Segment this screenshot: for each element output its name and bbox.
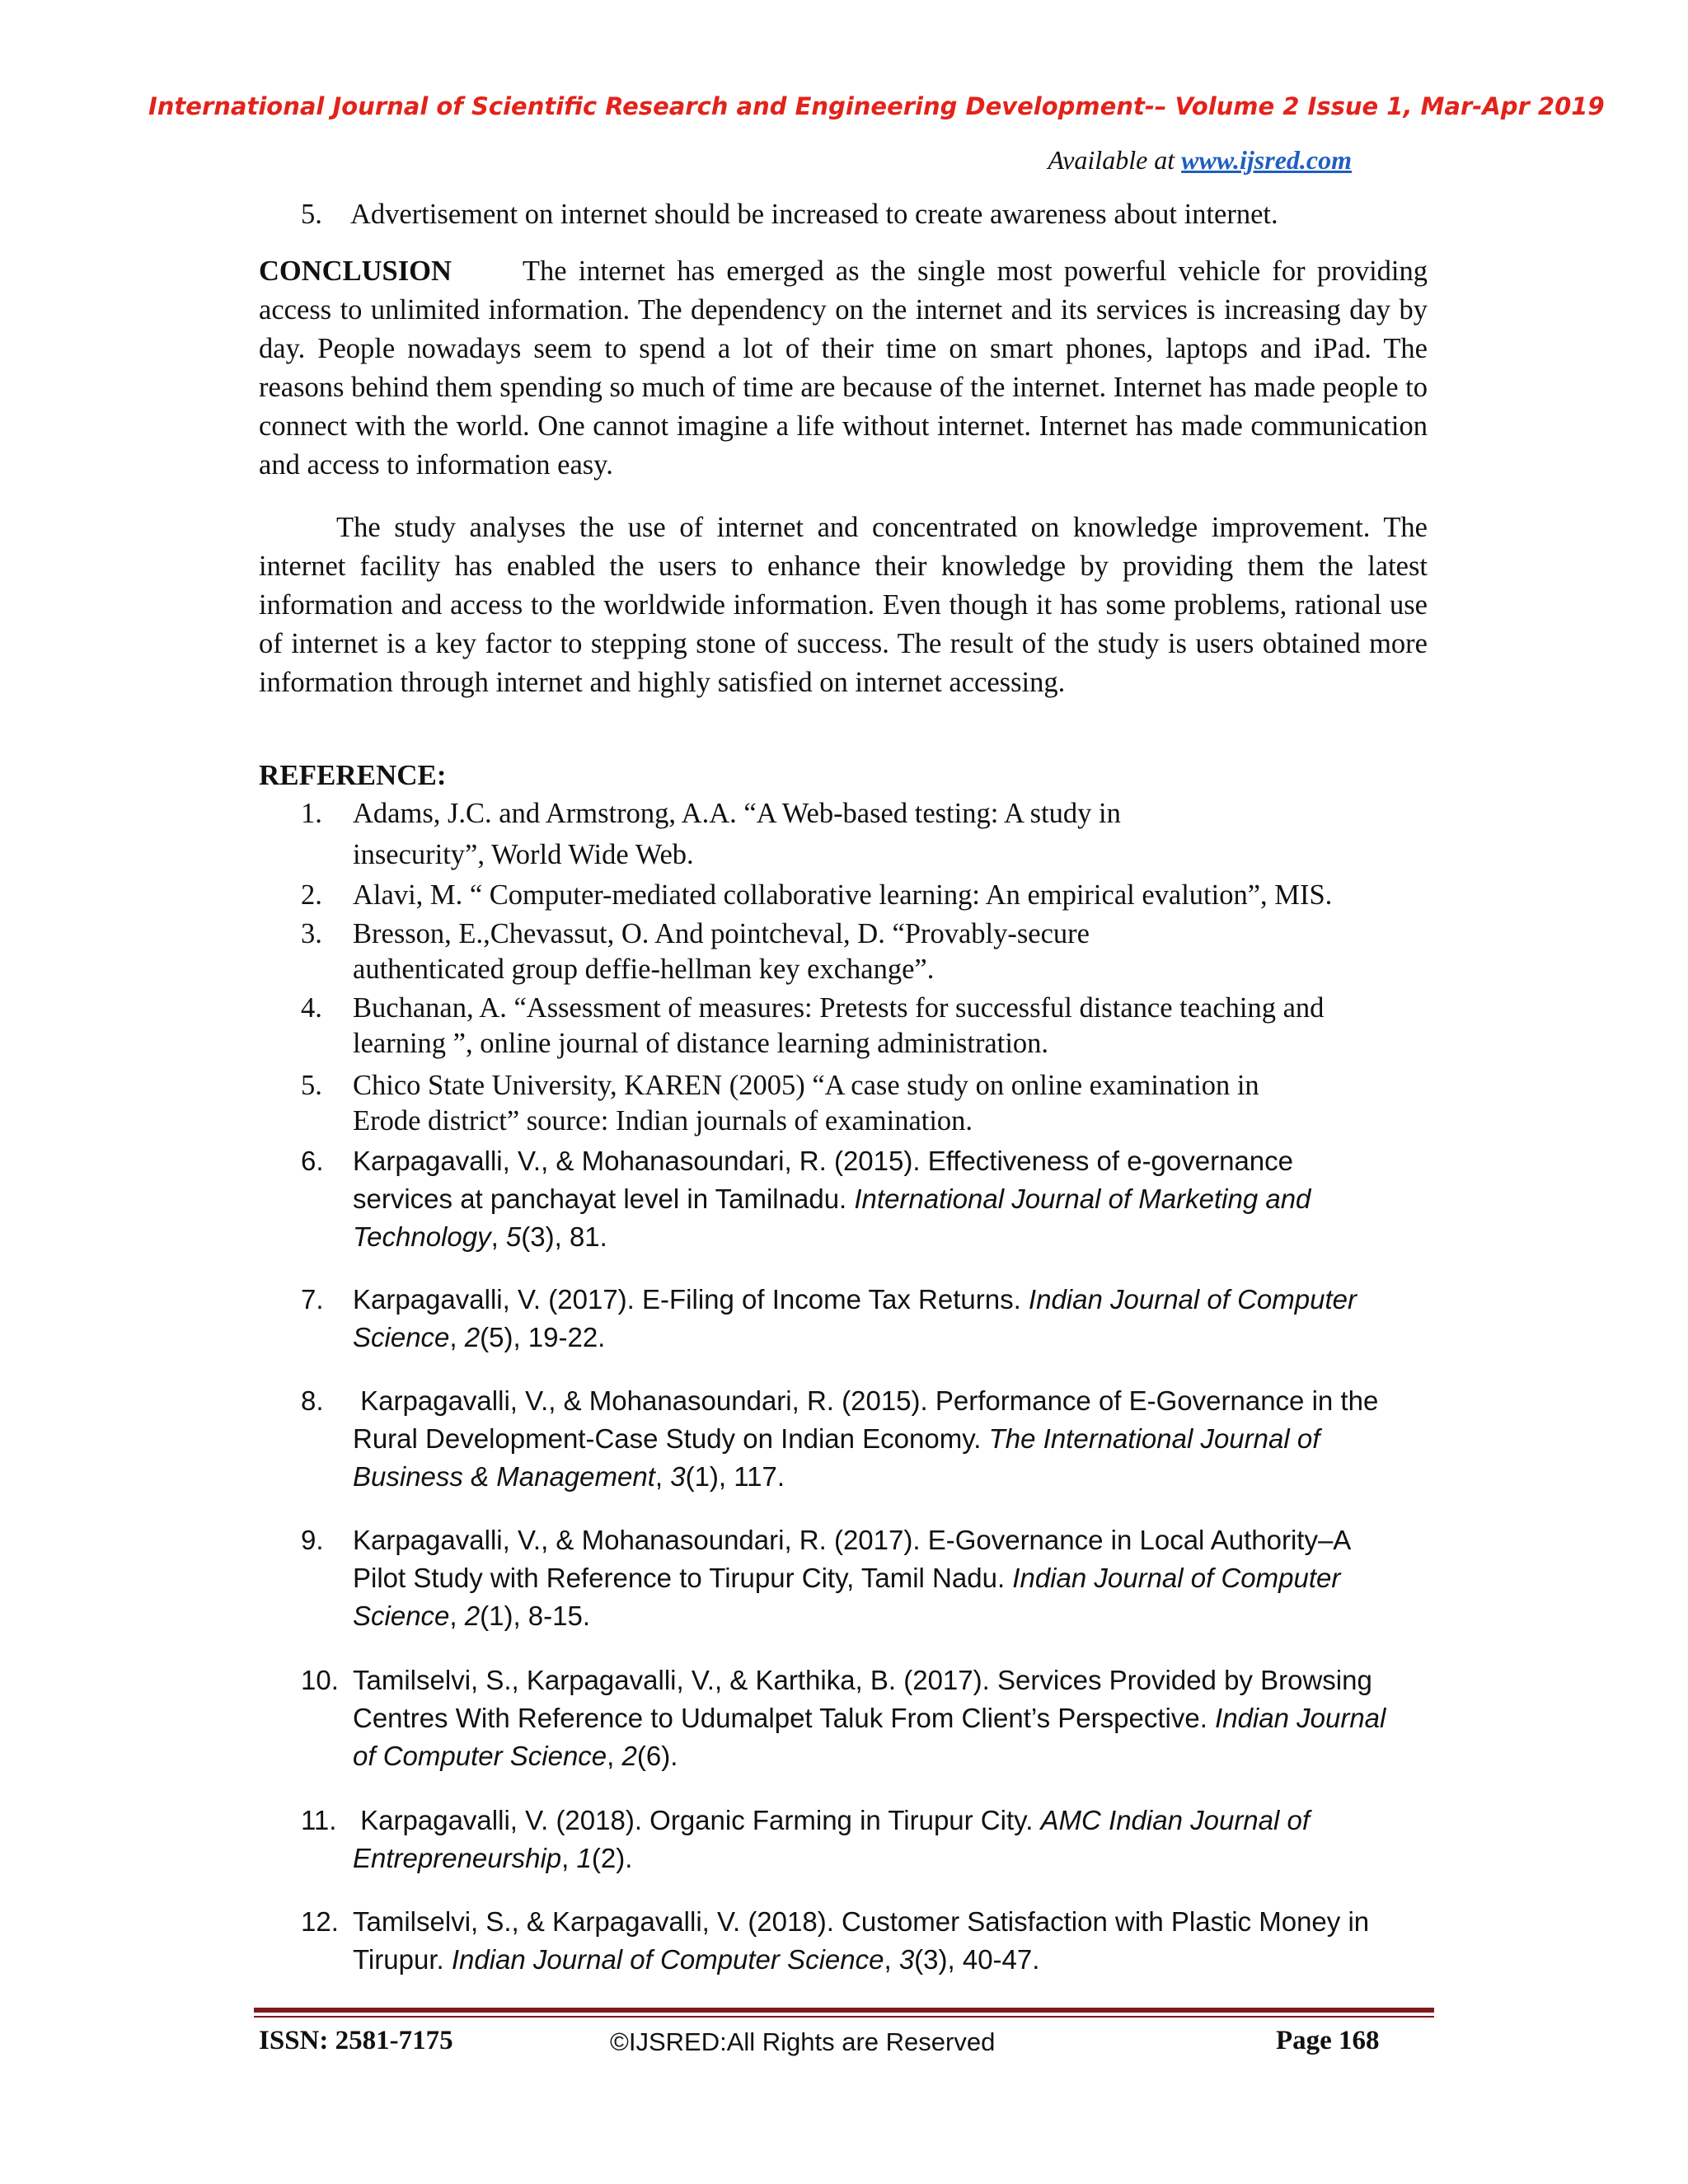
- reference-issue-pages: (5), 19-22.: [480, 1322, 606, 1352]
- reference-authors-title: Tamilselvi, S., & Karpagavalli, V. (2018). Customer Satisfaction with Plastic Money in Tirupur.: [353, 1906, 1370, 1975]
- reference-text: [353, 916, 1424, 987]
- reference-issue-pages: (1), 117.: [685, 1461, 785, 1492]
- reference-number: 5.: [301, 1070, 322, 1101]
- reference-text: [353, 794, 1424, 874]
- reference-text: [353, 1521, 1400, 1635]
- reference-text: [353, 991, 1424, 1062]
- reference-issue-pages: (3), 40-47.: [914, 1944, 1040, 1975]
- reference-separator: ,: [490, 1221, 506, 1252]
- reference-number: 10.: [301, 1665, 339, 1695]
- reference-volume: 2: [464, 1322, 481, 1352]
- reference-journal: The International Journal of Business & Management: [353, 1423, 1328, 1492]
- reference-text: Alavi, M. “ Computer-mediated collaborative learning: An empirical evalution”, MIS.: [353, 879, 1333, 911]
- reference-volume: 2: [464, 1601, 481, 1631]
- reference-authors-title: Karpagavalli, V., & Mohanasoundari, R. (2015). Performance of E-Governance in the Rural Development-Case Study on Indian Economy.: [353, 1385, 1386, 1454]
- available-prefix: Available at: [1048, 145, 1182, 175]
- footer-rule: [254, 2008, 1434, 2013]
- journal-header: International Journal of Scientific Research and Engineering Development-– Volume 2 Issue 1, Mar-Apr 2019: [148, 92, 1605, 120]
- reference-journal: Indian Journal of Computer Science: [353, 1284, 1357, 1352]
- journal-website-link[interactable]: www.ijsred.com: [1181, 145, 1352, 175]
- reference-text: [353, 1281, 1391, 1357]
- reference-issue-pages: (3), 81.: [521, 1221, 607, 1252]
- reference-journal: Indian Journal of Computer Science: [353, 1703, 1386, 1771]
- reference-journal: International Journal of Marketing and Technology: [353, 1183, 1311, 1252]
- footer-page-number: Page 168: [1276, 2026, 1380, 2055]
- reference-number: 9.: [301, 1525, 324, 1555]
- reference-authors-title: Karpagavalli, V., & Mohanasoundari, R. (2015). Effectiveness of e-governance services at panchayat level in Tamilnadu.: [353, 1146, 1294, 1214]
- reference-line: insecurity”, World Wide Web.: [353, 839, 694, 870]
- reference-separator: ,: [449, 1322, 465, 1352]
- reference-issue-pages: (2).: [591, 1843, 633, 1873]
- footer-rule-thin: [254, 2016, 1434, 2018]
- footer-issn: ISSN: 2581-7175: [259, 2026, 453, 2055]
- reference-separator: ,: [884, 1944, 899, 1975]
- reference-line: Buchanan, A. “Assessment of measures: Pretests for successful distance teaching and: [353, 992, 1325, 1024]
- reference-volume: 1: [576, 1843, 592, 1873]
- reference-volume: 5: [505, 1221, 522, 1252]
- reference-text: [353, 1142, 1367, 1256]
- reference-volume: 2: [621, 1741, 637, 1771]
- reference-line: learning ”, online journal of distance learning administration.: [353, 1028, 1049, 1059]
- reference-line: Chico State University, KAREN (2005) “A case study on online examination in: [353, 1070, 1259, 1101]
- reference-number: 3.: [301, 918, 322, 949]
- reference-authors-title: Karpagavalli, V. (2018). Organic Farming in Tirupur City.: [353, 1805, 1041, 1835]
- reference-journal: Indian Journal of Computer Science: [353, 1563, 1341, 1631]
- recommendation-text: Advertisement on internet should be increased to create awareness about internet.: [350, 199, 1278, 230]
- reference-authors-title: Karpagavalli, V., & Mohanasoundari, R. (2017). E-Governance in Local Authority–A Pilot Study with Reference to Tirupur City, Tamil Nadu.: [353, 1525, 1350, 1593]
- conclusion-heading: CONCLUSION: [259, 255, 452, 287]
- reference-text: [353, 1382, 1416, 1496]
- footer-rights: ©IJSRED:All Rights are Reserved: [610, 2027, 996, 2056]
- reference-number: 8.: [301, 1385, 324, 1416]
- recommendation-number: 5.: [301, 199, 322, 230]
- reference-number: 2.: [301, 879, 322, 911]
- reference-separator: ,: [561, 1843, 577, 1873]
- reference-journal: Indian Journal of Computer Science: [451, 1944, 884, 1975]
- reference-line: Erode district” source: Indian journals of examination.: [353, 1105, 973, 1137]
- reference-text: [353, 1903, 1416, 1979]
- reference-number: 4.: [301, 992, 322, 1024]
- reference-line: Bresson, E.,Chevassut, O. And pointcheval, D. “Provably-secure: [353, 918, 1090, 949]
- conclusion-text-1: The internet has emerged as the single most powerful vehicle for providing access to unlimited information. The dependency on the internet and its services is increasing day by day. People nowadays seem to spend a lot of their time on smart phones, laptops and iPad. The reasons behind them spending so much of time are because of the internet. Internet has made people to connect with the world. One cannot imagine a life without internet. Internet has made communication and access to information easy.: [259, 255, 1428, 480]
- reference-issue-pages: (1), 8-15.: [480, 1601, 590, 1631]
- reference-text: [353, 1802, 1367, 1877]
- reference-number: 6.: [301, 1146, 324, 1176]
- availability-line: [989, 145, 1352, 176]
- reference-issue-pages: (6).: [636, 1741, 678, 1771]
- reference-authors-title: Karpagavalli, V. (2017). E-Filing of Income Tax Returns.: [353, 1284, 1029, 1315]
- reference-number: 11.: [301, 1805, 337, 1835]
- reference-heading: REFERENCE:: [259, 759, 447, 791]
- reference-line: Adams, J.C. and Armstrong, A.A. “A Web-based testing: A study in: [353, 798, 1121, 829]
- reference-separator: ,: [449, 1601, 465, 1631]
- reference-authors-title: Tamilselvi, S., Karpagavalli, V., & Karthika, B. (2017). Services Provided by Browsing Centres With Reference to Udumalpet Taluk From Client’s Perspective.: [353, 1665, 1372, 1733]
- reference-journal: AMC Indian Journal of Entrepreneurship: [353, 1805, 1318, 1873]
- reference-number: 12.: [301, 1906, 339, 1937]
- reference-separator: ,: [607, 1741, 622, 1771]
- conclusion-paragraph-2: The study analyses the use of internet and concentrated on knowledge improvement. The internet facility has enabled the users to enhance their knowledge by providing them the latest information and access to the worldwide information. Even though it has some problems, rational use of internet is a key factor to stepping stone of success. The result of the study is users obtained more information through internet and highly satisfied on internet accessing.: [259, 512, 1428, 698]
- reference-volume: 3: [670, 1461, 686, 1492]
- reference-text: [353, 1661, 1400, 1775]
- reference-number: 1.: [301, 798, 322, 829]
- reference-volume: 3: [898, 1944, 915, 1975]
- reference-number: 7.: [301, 1284, 324, 1315]
- reference-separator: ,: [654, 1461, 671, 1492]
- conclusion-paragraph-1: [259, 252, 1428, 485]
- reference-text: [353, 1068, 1424, 1139]
- reference-line: authenticated group deffie-hellman key exchange”.: [353, 954, 935, 985]
